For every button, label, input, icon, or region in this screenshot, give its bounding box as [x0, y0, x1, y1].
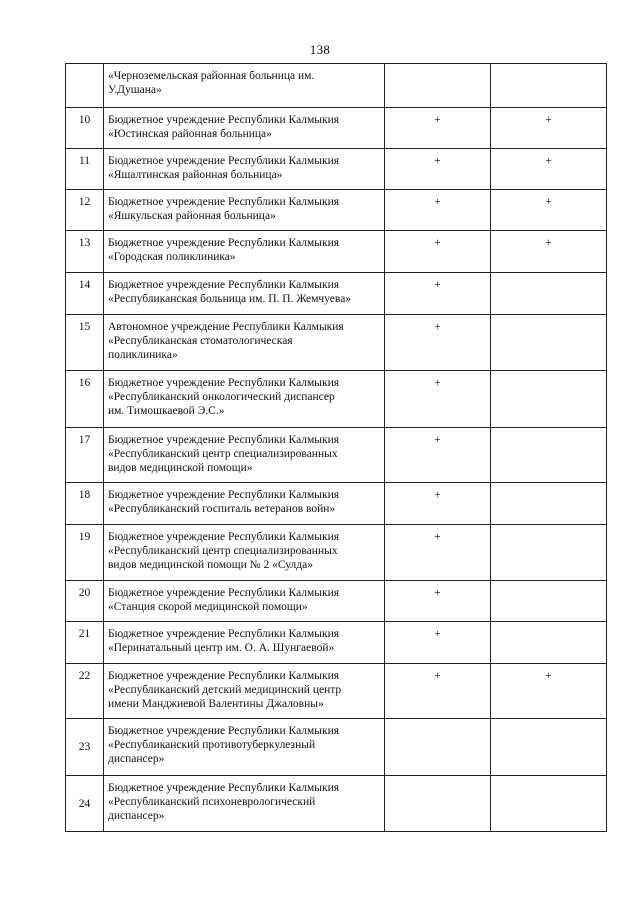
mark-column-2	[491, 428, 607, 483]
row-number: 12	[66, 190, 104, 231]
mark-column-1: +	[385, 428, 491, 483]
institution-name-line: диспансер»	[108, 753, 165, 765]
mark-column-1: +	[385, 525, 491, 581]
row-number: 15	[66, 315, 104, 371]
institution-name	[104, 190, 385, 231]
institution-name-line: «Яшкульская районная больница»	[108, 210, 276, 222]
mark-column-1	[385, 719, 491, 776]
table-row	[66, 664, 607, 719]
mark-column-1: +	[385, 483, 491, 525]
mark-column-1: +	[385, 371, 491, 428]
table-row	[66, 622, 607, 664]
mark-column-1	[385, 776, 491, 832]
table-row	[66, 149, 607, 190]
mark-column-2: +	[491, 108, 607, 149]
row-number: 19	[66, 525, 104, 581]
mark-column-2: +	[491, 664, 607, 719]
table-row	[66, 190, 607, 231]
mark-column-1: +	[385, 149, 491, 190]
mark-column-2	[491, 776, 607, 832]
mark-column-1: +	[385, 581, 491, 622]
row-number: 24	[66, 776, 104, 832]
institution-name-line: Бюджетное учреждение Республики Калмыкия	[108, 628, 340, 640]
institution-name-line: «Яшалтинская районная больница»	[108, 169, 283, 181]
mark-column-2	[491, 525, 607, 581]
institution-name-line: Бюджетное учреждение Республики Калмыкия	[108, 196, 340, 208]
mark-column-2	[491, 64, 607, 108]
institution-name-line: Автономное учреждение Республики Калмыкия	[108, 321, 344, 333]
table-row	[66, 776, 607, 832]
table-row	[66, 483, 607, 525]
mark-column-2	[491, 622, 607, 664]
institution-name-line: им. Тимошкаевой Э.С.»	[108, 405, 225, 417]
page-number: 138	[309, 42, 331, 57]
institution-name-line: «Республиканский центр специализированных	[108, 545, 338, 557]
institution-name-line: Бюджетное учреждение Республики Калмыкия	[108, 670, 340, 682]
row-number: 16	[66, 371, 104, 428]
table-row	[66, 315, 607, 371]
mark-column-2	[491, 273, 607, 315]
institution-name-line: Бюджетное учреждение Республики Калмыкия	[108, 114, 340, 126]
institution-name	[104, 483, 385, 525]
mark-column-2: +	[491, 231, 607, 273]
table-row	[66, 371, 607, 428]
row-number: 21	[66, 622, 104, 664]
mark-column-1: +	[385, 664, 491, 719]
institution-name-line: Бюджетное учреждение Республики Калмыкия	[108, 279, 340, 291]
row-number: 20	[66, 581, 104, 622]
institution-name	[104, 428, 385, 483]
institution-name	[104, 371, 385, 428]
mark-column-1: +	[385, 315, 491, 371]
mark-column-2	[491, 581, 607, 622]
row-number: 10	[66, 108, 104, 149]
mark-column-1: +	[385, 622, 491, 664]
row-number: 23	[66, 719, 104, 776]
table-row	[66, 581, 607, 622]
institution-name-line: имени Манджиевой Валентины Джаловны»	[108, 698, 324, 710]
mark-column-2: +	[491, 149, 607, 190]
institution-name	[104, 525, 385, 581]
institution-name-line: «Республиканский центр специализированных	[108, 448, 338, 460]
mark-column-1: +	[385, 273, 491, 315]
institution-name-line: Бюджетное учреждение Республики Калмыкия	[108, 377, 340, 389]
row-number: 11	[66, 149, 104, 190]
institution-name	[104, 622, 385, 664]
institution-name-line: «Городская поликлиника»	[108, 251, 236, 263]
table-row	[66, 525, 607, 581]
mark-column-2	[491, 371, 607, 428]
mark-column-1: +	[385, 231, 491, 273]
institution-name	[104, 149, 385, 190]
institution-name-line: «Республиканская стоматологическая	[108, 335, 293, 347]
institution-name-line: Бюджетное учреждение Республики Калмыкия	[108, 155, 340, 167]
mark-column-1: +	[385, 190, 491, 231]
mark-column-2: +	[491, 190, 607, 231]
table-row	[66, 231, 607, 273]
institution-name-line: Бюджетное учреждение Республики Калмыкия	[108, 237, 340, 249]
table-row	[66, 719, 607, 776]
institution-name-line: Бюджетное учреждение Республики Калмыкия	[108, 725, 340, 737]
institution-name	[104, 719, 385, 776]
institution-name-line: «Юстинская районная больница»	[108, 128, 272, 140]
institution-name	[104, 108, 385, 149]
institution-name-line: «Республиканский детский медицинский центр	[108, 684, 342, 696]
institution-name-line: «Республиканский противотуберкулезный	[108, 739, 316, 751]
institution-name-line: «Черноземельская районная больница им.	[108, 70, 315, 82]
row-number: 18	[66, 483, 104, 525]
mark-column-2	[491, 719, 607, 776]
institution-name-line: Бюджетное учреждение Республики Калмыкия	[108, 782, 340, 794]
row-number	[66, 64, 104, 108]
institution-name-line: «Республиканский онкологический диспансер	[108, 391, 335, 403]
institution-name	[104, 231, 385, 273]
institution-name	[104, 64, 385, 108]
institution-name-line: Бюджетное учреждение Республики Калмыкия	[108, 434, 340, 446]
institution-name-line: «Республиканская больница им. П. П. Жемчуева»	[108, 293, 352, 305]
institution-name-line: видов медицинской помощи»	[108, 462, 253, 474]
table-row	[66, 273, 607, 315]
row-number: 13	[66, 231, 104, 273]
institution-name-line: Бюджетное учреждение Республики Калмыкия	[108, 531, 340, 543]
table-row	[66, 108, 607, 149]
institution-name-line: «Республиканский психоневрологический	[108, 796, 316, 808]
institutions-table	[65, 63, 607, 832]
table-row	[66, 64, 607, 108]
row-number: 22	[66, 664, 104, 719]
institution-name-line: «Станция скорой медицинской помощи»	[108, 601, 308, 613]
institution-name-line: видов медицинской помощи № 2 «Сулда»	[108, 559, 313, 571]
institution-name	[104, 776, 385, 832]
mark-column-2	[491, 315, 607, 371]
mark-column-1	[385, 64, 491, 108]
institution-name	[104, 664, 385, 719]
row-number: 17	[66, 428, 104, 483]
table-body	[66, 64, 607, 832]
institution-name	[104, 581, 385, 622]
institution-name-line: «Республиканский госпиталь ветеранов войн»	[108, 503, 336, 515]
institution-name-line: «Перинатальный центр им. О. А. Шунгаевой»	[108, 642, 335, 654]
mark-column-1: +	[385, 108, 491, 149]
institution-name	[104, 273, 385, 315]
institution-name-line: поликлиника»	[108, 349, 178, 361]
institution-name-line: диспансер»	[108, 810, 165, 822]
mark-column-2	[491, 483, 607, 525]
institution-name	[104, 315, 385, 371]
row-number: 14	[66, 273, 104, 315]
table-row	[66, 428, 607, 483]
institution-name-line: Бюджетное учреждение Республики Калмыкия	[108, 587, 340, 599]
institution-name-line: У.Душана»	[108, 84, 162, 96]
institution-name-line: Бюджетное учреждение Республики Калмыкия	[108, 489, 340, 501]
